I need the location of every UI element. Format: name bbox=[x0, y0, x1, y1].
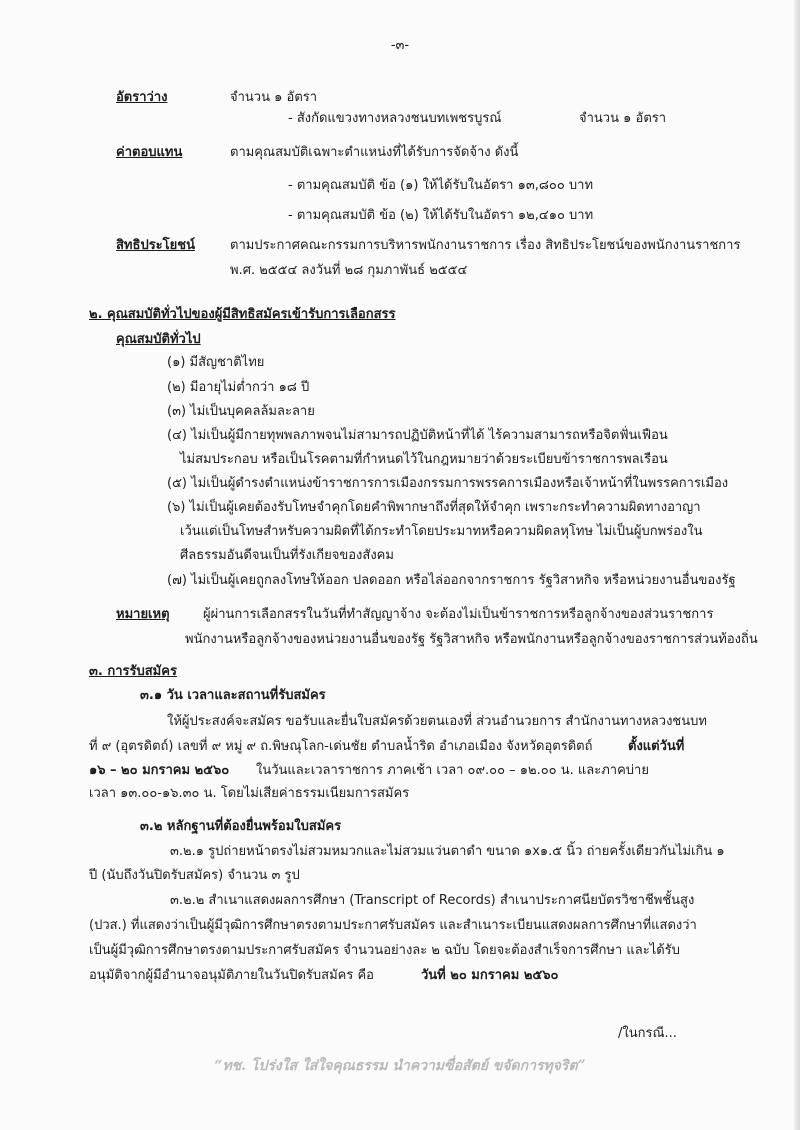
qualification-item: ไม่สมประกอบ หรือเป็นโรคตามที่กำหนดไว้ในกฎหมายว่าด้วยระเบียบข้าราชการพลเรือน bbox=[180, 452, 668, 467]
section-3-1-line-2: ที่ ๙ (อุตรดิตถ์) เลขที่ ๙ หมู่ ๙ ถ.พิษณุโลก-เด่นชัย ตำบลน้ำริด อำเภอเมือง จังหวัดอุตรดิตถ์ bbox=[89, 739, 593, 754]
qualification-item: (๕) ไม่เป็นผู้ดำรงตำแหน่งข้าราชการการเมืองกรรมการพรรคการเมืองหรือเจ้าหน้าที่ในพรรคการเมือง bbox=[167, 476, 729, 491]
section-3-title: ๓. การรับสมัคร bbox=[89, 664, 177, 679]
section-3-2-title: ๓.๒ หลักฐานที่ต้องยื่นพร้อมใบสมัคร bbox=[140, 819, 342, 834]
section-3-1-line-1: ให้ผู้ประสงค์จะสมัคร ขอรับและยื่นใบสมัครด้วยตนเองที่ ส่วนอำนวยการ สำนักงานทางหลวงชนบท bbox=[167, 714, 707, 729]
note-label: หมายเหตุ bbox=[116, 607, 170, 622]
vacancy-unit-count: จำนวน ๑ อัตรา bbox=[579, 111, 667, 126]
footer-slogan: “ทช. โปร่งใส ใส่ใจคุณธรรม นำความซื่อสัตย์ ขจัดการทุจริต” bbox=[214, 1058, 586, 1074]
benefits-label: สิทธิประโยชน์ bbox=[116, 238, 195, 253]
section-3-2-1-line-1: ๓.๒.๑ รูปถ่ายหน้าตรงไม่สวมหมวกและไม่สวมแว่นตาดำ ขนาด ๑x๑.๕ นิ้ว ถ่ายครั้งเดียวกันไม่เกิน ๑ bbox=[170, 844, 725, 859]
compensation-intro: ตามคุณสมบัติเฉพาะตำแหน่งที่ได้รับการจัดจ้าง ดังนี้ bbox=[230, 145, 519, 160]
section-2-subtitle: คุณสมบัติทั่วไป bbox=[116, 332, 201, 347]
section-3-2-2-deadline: วันที่ ๒๐ มกราคม ๒๕๖๐ bbox=[421, 968, 559, 983]
qualification-item: (๑) มีสัญชาติไทย bbox=[167, 355, 265, 370]
compensation-rate-1: - ตามคุณสมบัติ ข้อ (๑) ให้ได้รับในอัตรา ๑๓,๘๐๐ บาท bbox=[288, 178, 594, 193]
compensation-rate-2: - ตามคุณสมบัติ ข้อ (๒) ให้ได้รับในอัตรา ๑๒,๔๑๐ บาท bbox=[288, 208, 594, 223]
vacancy-total: จำนวน ๑ อัตรา bbox=[230, 90, 318, 105]
section-3-2-2-line-2: (ปวส.) ที่แสดงว่าเป็นผู้มีวุฒิการศึกษาตรงตามประกาศรับสมัคร และสำเนาระเบียนแสดงผลการศึกษาที่แสดงว่า bbox=[89, 918, 697, 933]
section-3-1-line-4: เวลา ๑๓.๐๐-๑๖.๓๐ น. โดยไม่เสียค่าธรรมเนียมการสมัคร bbox=[89, 786, 410, 801]
compensation-label: ค่าตอบแทน bbox=[116, 145, 183, 160]
section-3-1-line-3: ในวันและเวลาราชการ ภาคเช้า เวลา ๐๙.๐๐ – ๑๒.๐๐ น. และภาคบ่าย bbox=[256, 763, 649, 778]
qualification-item: เว้นแต่เป็นโทษสำหรับความผิดที่ได้กระทำโดยประมาทหรือความผิดลหุโทษ ไม่เป็นผู้บกพร่องใน bbox=[180, 524, 703, 539]
page-edge-shadow bbox=[794, 0, 800, 1130]
qualification-item: (๒) มีอายุไม่ต่ำกว่า ๑๘ ปี bbox=[167, 380, 310, 395]
section-3-2-1-line-2: ปี (นับถึงวันปิดรับสมัคร) จำนวน ๓ รูป bbox=[89, 868, 300, 883]
page-number: -๓- bbox=[390, 38, 410, 53]
section-3-2-2-line-3: เป็นผู้มีวุฒิการศึกษาตรงตามประกาศรับสมัคร จำนวนอย่างละ ๒ ฉบับ โดยจะต้องสำเร็จการศึกษา และได้รับ bbox=[89, 943, 680, 958]
benefits-line-1: ตามประกาศคณะกรรมการบริหารพนักงานราชการ เรื่อง สิทธิประโยชน์ของพนักงานราชการ bbox=[230, 238, 741, 253]
note-line-2: พนักงานหรือลูกจ้างของหน่วยงานอื่นของรัฐ รัฐวิสาหกิจ หรือพนักงานหรือลูกจ้างของราชการส่วนท้องถิ่น bbox=[185, 632, 758, 647]
section-3-2-2-line-1: ๓.๒.๒ สำเนาแสดงผลการศึกษา (Transcript of Records) สำเนาประกาศนียบัตรวิชาชีพชั้นสูง bbox=[170, 893, 695, 908]
qualification-item: (๗) ไม่เป็นผู้เคยถูกลงโทษให้ออก ปลดออก หรือไล่ออกจากราชการ รัฐวิสาหกิจ หรือหน่วยงานอื่นของรัฐ bbox=[167, 573, 736, 588]
qualification-item: (๓) ไม่เป็นบุคคลล้มละลาย bbox=[167, 404, 315, 419]
qualification-item: ศีลธรรมอันดีจนเป็นที่รังเกียจของสังคม bbox=[180, 548, 394, 563]
qualification-item: (๔) ไม่เป็นผู้มีกายทุพพลภาพจนไม่สามารถปฏิบัติหน้าที่ได้ ไร้ความสามารถหรือจิตฟั่นเฟือน bbox=[167, 428, 668, 443]
vacancy-label: อัตราว่าง bbox=[116, 90, 168, 105]
section-2-title: ๒. คุณสมบัติทั่วไปของผู้มีสิทธิสมัครเข้ารับการเลือกสรร bbox=[89, 307, 396, 322]
qualification-item: (๖) ไม่เป็นผู้เคยต้องรับโทษจำคุกโดยคำพิพากษาถึงที่สุดให้จำคุก เพราะกระทำความผิดทางอาญา bbox=[167, 500, 701, 515]
section-3-2-2-line-4: อนุมัติจากผู้มีอำนาจอนุมัติภายในวันปิดรับสมัคร คือ bbox=[89, 968, 374, 983]
note-line-1: ผู้ผ่านการเลือกสรรในวันที่ทำสัญญาจ้าง จะต้องไม่เป็นข้าราชการหรือลูกจ้างของส่วนราชการ bbox=[203, 607, 714, 622]
continuation-marker: /ในกรณี... bbox=[618, 1026, 677, 1041]
section-3-1-date-start-label: ตั้งแต่วันที่ bbox=[628, 739, 685, 754]
section-3-1-title: ๓.๑ วัน เวลาและสถานที่รับสมัคร bbox=[140, 688, 326, 703]
benefits-line-2: พ.ศ. ๒๕๕๔ ลงวันที่ ๒๘ กุมภาพันธ์ ๒๕๕๔ bbox=[230, 263, 468, 278]
section-3-1-date-range: ๑๖ – ๒๐ มกราคม ๒๕๖๐ bbox=[89, 763, 230, 778]
vacancy-unit: - สังกัดแขวงทางหลวงชนบทเพชรบูรณ์ bbox=[288, 111, 502, 126]
